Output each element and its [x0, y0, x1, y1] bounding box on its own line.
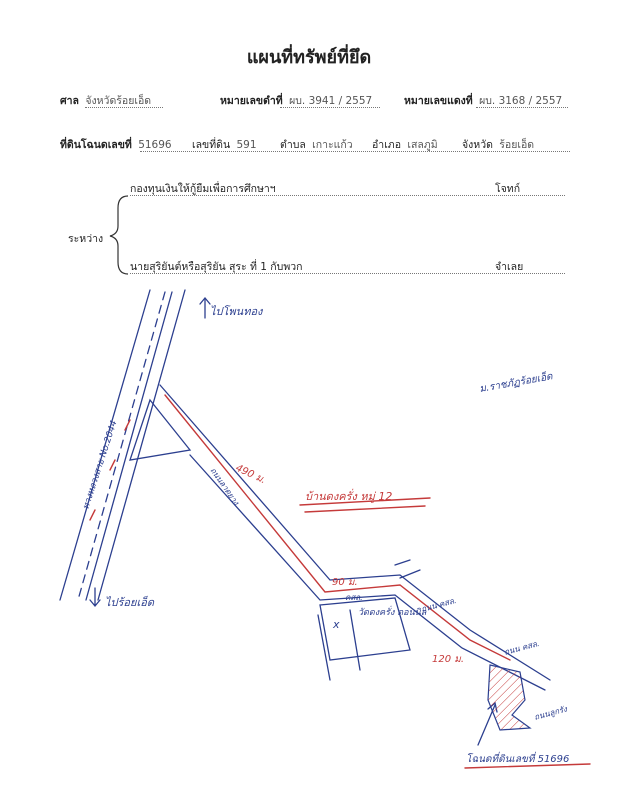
- province-label: จังหวัด: [462, 139, 493, 151]
- defendant-role: จำเลย: [495, 261, 524, 273]
- deed-label: ที่ดินโฉนดเลขที่: [60, 139, 132, 151]
- route-hw-2: [110, 460, 115, 470]
- subdistrict-label: ตำบล: [280, 139, 306, 151]
- road-short-label: คสล.: [345, 593, 363, 602]
- side-road-edge-top: [160, 385, 550, 680]
- black-case-label: หมายเลขดำที่: [220, 95, 283, 107]
- road-3-label: ถนนลูกรัง: [533, 704, 569, 722]
- black-case-value: ผบ. 3941 / 2557: [289, 95, 373, 107]
- side-street-a: [395, 560, 410, 565]
- plot-hatched-area: [488, 665, 530, 730]
- court-label: ศาล: [60, 95, 79, 107]
- district-value: เสลภูมิ: [407, 139, 438, 151]
- route-hw-3: [125, 420, 130, 430]
- side-street-b: [400, 570, 420, 578]
- dist-3-label: 120 ม.: [432, 654, 465, 665]
- deed-value: 51696: [138, 139, 172, 151]
- province-value: ร้อยเอ็ด: [499, 139, 535, 151]
- road-1-label: ถนน คสล.: [420, 595, 458, 614]
- to-tokan-label: ไปโพนทอง: [210, 305, 263, 318]
- land-no-value: 591: [236, 139, 257, 151]
- road-2-label: ถนน คสล.: [503, 638, 541, 657]
- dist-1-label: 490 ม.: [233, 462, 268, 487]
- highway-lane-2: [86, 292, 172, 600]
- highway-label: ทางหลวงสาย No.2044: [81, 419, 120, 511]
- route-hw-1: [90, 510, 95, 520]
- university-label: ม.ราชภัฏร้อยเอ็ด: [478, 371, 554, 395]
- plaintiff-name: กองทุนเงินให้กู้ยืมเพื่อการศึกษาฯ: [130, 183, 276, 195]
- defendant-name: นายสุริยันต์หรือสุริยัน สุระ ที่ 1 กับพวก: [130, 261, 303, 273]
- branch-road-b: [350, 610, 360, 670]
- subdistrict-value: เกาะแก้ว: [312, 139, 353, 151]
- land-no-label: เลขที่ดิน: [192, 139, 231, 151]
- village-label: บ้านดงครั่ง หมู่ 12: [305, 490, 393, 503]
- district-label: อำเภอ: [372, 139, 402, 151]
- court-value: จังหวัดร้อยเอ็ด: [85, 95, 152, 107]
- to-roiet-label: ไปร้อยเอ็ด: [105, 596, 154, 609]
- side-road-label: ถนนลาดยาง: [208, 465, 241, 507]
- plaintiff-role: โจทก์: [495, 183, 521, 195]
- village-underline-2: [305, 506, 425, 512]
- house-label: วัดดงครั่ง ดอนนิล: [358, 608, 427, 618]
- red-case-value: ผบ. 3168 / 2557: [479, 95, 563, 107]
- arrow-up: [200, 298, 210, 318]
- x-mark: x: [333, 618, 340, 631]
- dist-2-label: 90 ม.: [332, 577, 358, 588]
- between-label: ระหว่าง: [68, 233, 104, 245]
- plot-label: โฉนดที่ดินเลขที่ 51696: [466, 754, 570, 765]
- red-case-label: หมายเลขแดงที่: [404, 95, 473, 107]
- highway-lane-1: [78, 292, 165, 600]
- page-title: แผนที่ทรัพย์ที่ยึด: [246, 47, 372, 68]
